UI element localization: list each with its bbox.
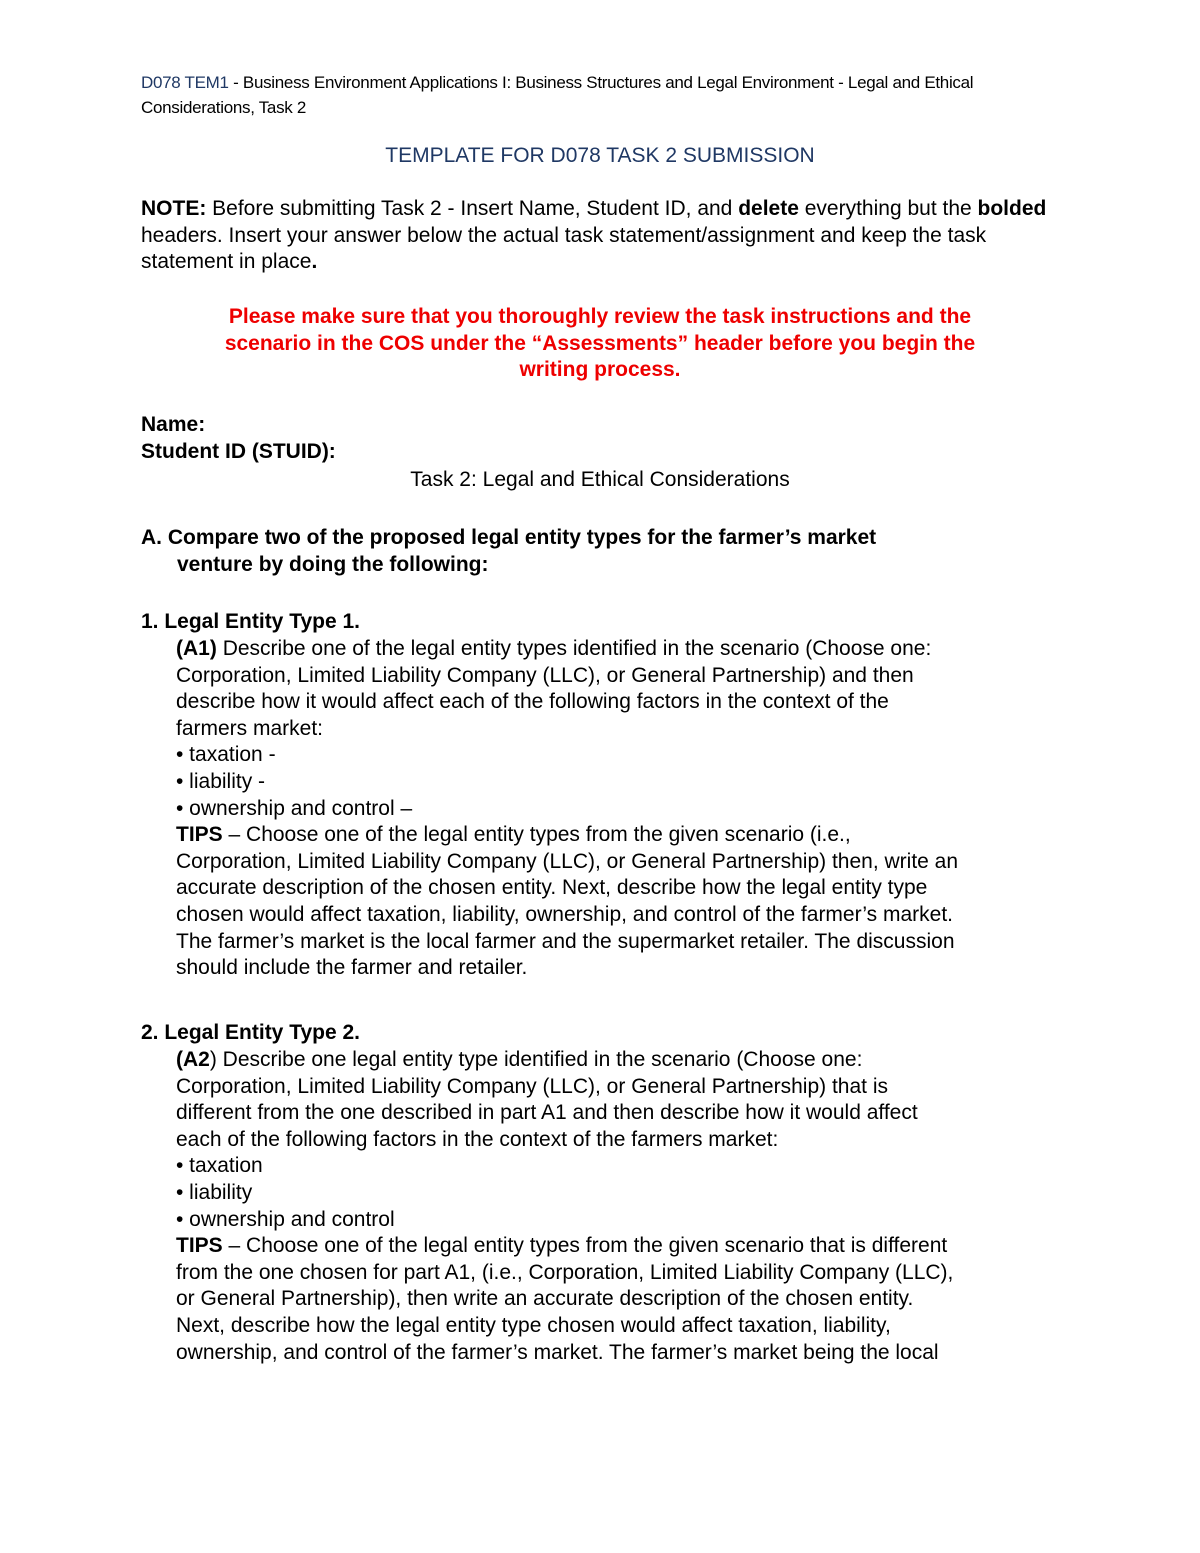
item2-tips-text: – Choose one of the legal entity types from the given scenario that is different — [222, 1234, 948, 1258]
item2-tips-line: or General Partnership), then write an accurate description of the chosen entity. — [176, 1287, 914, 1311]
header-text: - Business Environment Applications I: Business Structures and Legal Environment - Legal and Ethical Considerations, Task 2 — [141, 73, 974, 117]
course-code: D078 TEM1 — [141, 73, 229, 92]
item1-body — [176, 636, 1066, 982]
document-header — [141, 70, 1061, 120]
item2-tips-line: ownership, and control of the farmer’s market. The farmer’s market being the local — [176, 1340, 939, 1364]
item1-bullet: • liability - — [176, 769, 266, 793]
note-bolded-word: bolded — [977, 197, 1047, 220]
item2-heading: 2. Legal Entity Type 2. — [141, 1021, 361, 1044]
item2-tips-line: Next, describe how the legal entity type chosen would affect taxation, liability, — [176, 1313, 891, 1337]
name-label: Name: — [141, 413, 206, 436]
item2-line: each of the following factors in the context of the farmers market: — [176, 1127, 779, 1151]
item1-line: Corporation, Limited Liability Company (LLC), or General Partnership) and then — [176, 663, 914, 687]
item2-lead-label: (A2 — [176, 1048, 210, 1071]
note-part3: headers. Insert your answer below the actual task statement/assignment and keep the task statement in place — [141, 223, 987, 274]
item1-text: Describe one of the legal entity types identified in the scenario (Choose one: — [222, 637, 932, 660]
item2-tips-line — [176, 1233, 1066, 1260]
item2-line: different from the one described in part A1 and then describe how it would affect — [176, 1101, 918, 1125]
item1-tips-text: – Choose one of the legal entity types from the given scenario (i.e., — [222, 823, 851, 847]
item2-tips-line: from the one chosen for part A1, (i.e., Corporation, Limited Liability Company (LLC), — [176, 1260, 954, 1284]
item2-tips-label: TIPS — [176, 1234, 223, 1258]
item1-bullet: • taxation - — [176, 743, 276, 767]
note-paragraph — [141, 196, 1071, 276]
item2-lead-paren: ) — [209, 1048, 217, 1071]
note-period: . — [311, 250, 318, 274]
item2-text: Describe one legal entity type identified in the scenario (Choose one: — [216, 1048, 863, 1071]
item1-tips-line: The farmer’s market is the local farmer and the supermarket retailer. The discussion — [176, 929, 955, 953]
template-title: TEMPLATE FOR D078 TASK 2 SUBMISSION — [385, 144, 815, 167]
review-notice-line: scenario in the COS under the “Assessments” header before you begin the — [224, 331, 976, 355]
item1-tips-line: Corporation, Limited Liability Company (LLC), or General Partnership) then, write an — [176, 849, 959, 873]
item1-bullet: • ownership and control – — [176, 796, 413, 820]
note-part2: everything but the — [798, 197, 978, 220]
section-a-line: venture by doing the following: — [177, 552, 489, 576]
item1-tips-line: chosen would affect taxation, liability, ownership, and control of the farmer’s market. — [176, 902, 954, 926]
item1-heading: 1. Legal Entity Type 1. — [141, 610, 361, 633]
item1-tips-label: TIPS — [176, 823, 223, 847]
item2-body — [176, 1047, 1066, 1366]
section-a-line: A. Compare two of the proposed legal entity types for the farmer’s market — [141, 526, 877, 549]
identity-fields — [141, 412, 1071, 465]
note-part1: Before submitting Task 2 - Insert Name, Student ID, and — [206, 197, 739, 220]
item2-bullet: • liability — [176, 1180, 253, 1204]
item1-lead-label: (A1) — [176, 637, 217, 660]
item1-line — [176, 636, 1066, 663]
item2-bullet: • ownership and control — [176, 1207, 395, 1231]
review-notice — [140, 304, 1060, 384]
task-title: Task 2: Legal and Ethical Considerations — [410, 468, 790, 491]
item2-line: Corporation, Limited Liability Company (LLC), or General Partnership) that is — [176, 1074, 888, 1098]
item2-line — [176, 1047, 1066, 1074]
review-notice-line: writing process. — [519, 358, 681, 382]
section-a-heading — [141, 525, 1071, 578]
note-label: NOTE: — [141, 197, 207, 220]
note-delete-word: delete — [738, 197, 799, 220]
item1-tips-line: should include the farmer and retailer. — [176, 956, 528, 980]
item1-line: farmers market: — [176, 716, 324, 740]
item1-tips-line — [176, 822, 1066, 849]
review-notice-line: Please make sure that you thoroughly review the task instructions and the — [228, 305, 972, 328]
item2-bullet: • taxation — [176, 1154, 263, 1178]
student-id-label: Student ID (STUID): — [141, 439, 336, 463]
item1-tips-line: accurate description of the chosen entity. Next, describe how the legal entity type — [176, 876, 928, 900]
item1-line: describe how it would affect each of the following factors in the context of the — [176, 690, 889, 714]
